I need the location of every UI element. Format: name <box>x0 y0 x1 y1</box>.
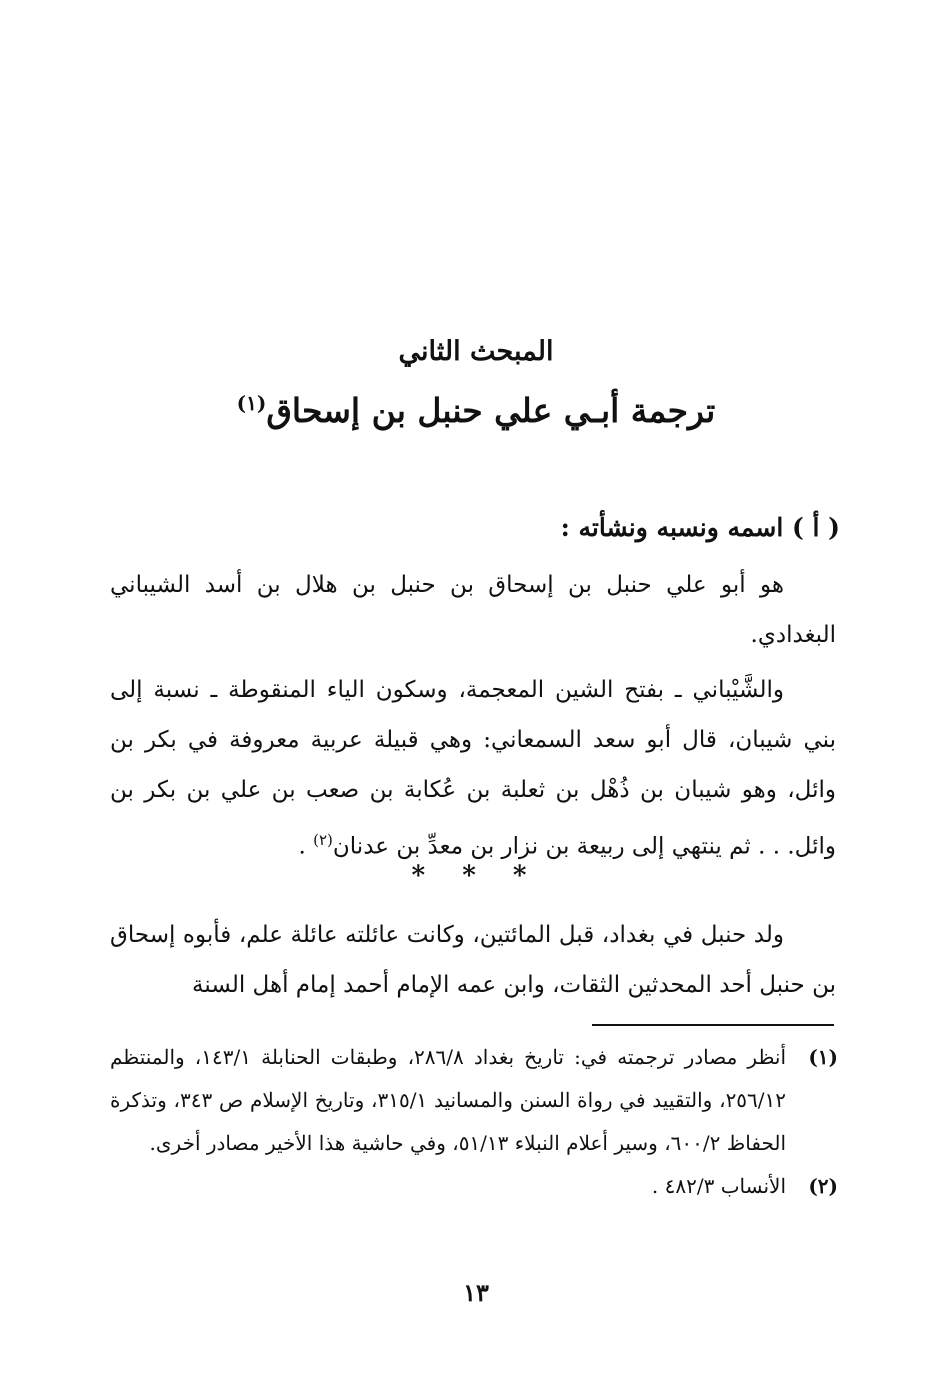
chapter-title-text: ترجمة أبـي علي حنبل بن إسحاق <box>266 391 716 430</box>
paragraph-lineage <box>110 665 836 872</box>
footnote-1 <box>110 1036 838 1165</box>
footnote-divider <box>592 1024 834 1026</box>
footnote-text: الأنساب ٤٨٢/٣ . <box>651 1174 786 1198</box>
chapter-title-footnote-ref: (١) <box>236 391 267 415</box>
chapter-title <box>110 378 842 436</box>
footnote-number: (٢) <box>808 1174 838 1198</box>
subheading-name-lineage: ( أ ) اسمه ونسبه ونشأته : <box>560 513 840 542</box>
paragraph-lineage-text: والشَّيْباني ـ بفتح الشين المعجمة، وسكون الياء المنقوطة ـ نسبة إلى بني شيبان، قال أبو سعد السمعاني: وهي قبيلة عربية معروفة في بكر بن وائل، وهو شيبان بن ذُهْل بن ثعلبة بن عُكابة بن صعب بن علي بن بكر بن وائل. . . ثم ينتهي إلى ربيعة بن نزار بن معدِّ بن عدنان <box>110 677 836 860</box>
paragraph-lineage-end: . <box>298 833 314 860</box>
footnote-2 <box>110 1165 838 1208</box>
footnote-text: أنظر مصادر ترجمته في: تاريخ بغداد ٢٨٦/٨، وطبقات الحنابلة ١٤٣/١، والمنتظم ٢٥٦/١٢، والتقييد في رواة السنن والمسانيد ٣١٥/١، وتاريخ الإسلام ص ٣٤٣، وتذكرة الحفاظ ٦٠٠/٢، وسير أعلام النبلاء ٥١/١٣، وفي حاشية هذا الأخير مصادر أخرى. <box>110 1045 787 1155</box>
paragraph-name: هو أبو علي حنبل بن إسحاق بن حنبل بن هلال بن أسد الشيباني البغدادي. <box>110 572 836 648</box>
footnote-number: (١) <box>808 1045 838 1069</box>
paragraph-birth: ولد حنبل في بغداد، قبل المائتين، وكانت عائلته عائلة علم، فأبوه إسحاق بن حنبل أحد المحدثين الثقات، وابن عمه الإمام أحمد إمام أهل السنة <box>110 922 836 998</box>
paragraph-lineage-footnote-ref: (٢) <box>313 831 333 849</box>
section-heading: المبحث الثاني <box>398 336 554 367</box>
page-number: ١٣ <box>463 1278 489 1307</box>
footnotes <box>110 1036 838 1208</box>
section-separator: * * * <box>411 861 541 891</box>
